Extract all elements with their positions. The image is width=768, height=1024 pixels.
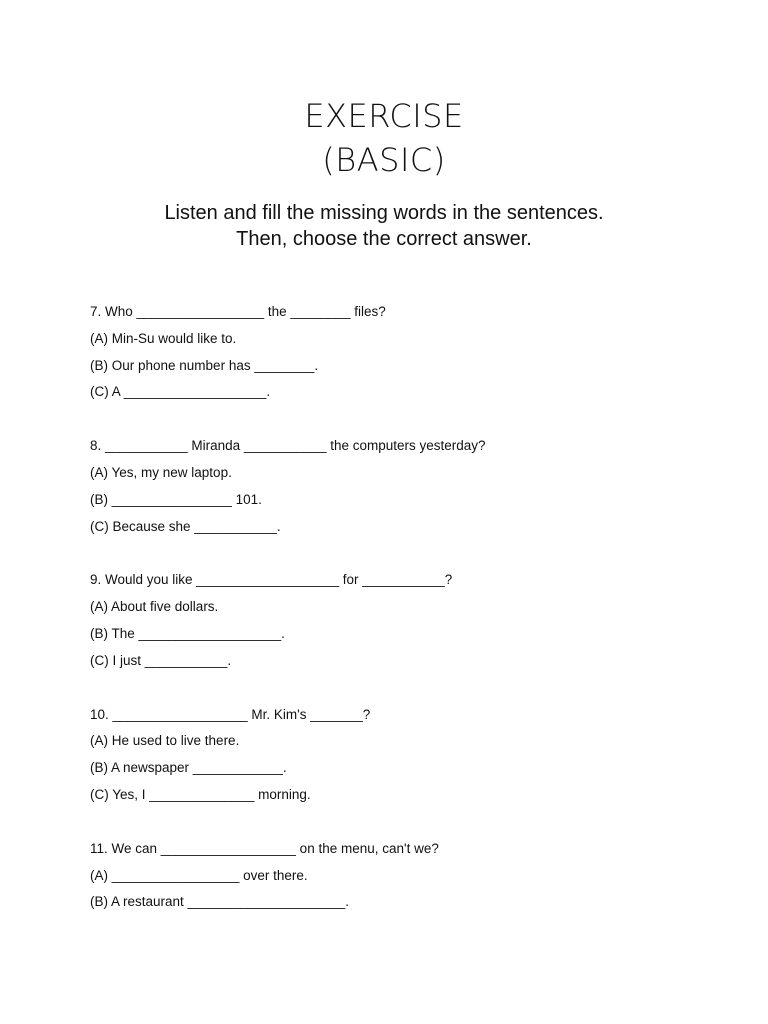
answer-option-c: (C) A ___________________. [90,384,271,400]
instructions-line-1: Listen and fill the missing words in the sentences. [164,202,604,224]
answer-option-b: (B) Our phone number has ________. [90,357,319,373]
title-line-1: EXERCISE [304,97,464,135]
question-9 [90,570,710,677]
instructions-line-2: Then, choose the correct answer. [236,228,532,250]
question-prompt: 10. __________________ Mr. Kim's _______? [90,706,371,722]
answer-option-b: (B) The ___________________. [90,625,285,641]
answer-option-a: (A) _________________ over there. [90,867,308,883]
question-10 [90,705,710,812]
answer-option-a: (A) He used to live there. [90,733,240,749]
answer-option-b: (B) A newspaper ____________. [90,760,287,776]
question-prompt: 7. Who _________________ the ________ files? [90,304,386,319]
answer-option-a: (A) Min-Su would like to. [90,330,237,346]
question-8 [90,436,710,543]
question-prompt: 9. Would you like ___________________ for ___________? [90,572,453,588]
instructions [0,200,768,252]
answer-option-c: (C) I just ___________. [90,652,232,668]
answer-option-b: (B) A restaurant _____________________. [90,894,349,910]
answer-option-c: (C) Yes, I ______________ morning. [90,786,311,802]
answer-option-a: (A) About five dollars. [90,599,219,615]
title-line-2: (BASIC) [322,141,446,179]
answer-option-b: (B) ________________ 101. [90,491,262,507]
answer-option-a: (A) Yes, my new laptop. [90,464,232,480]
question-list [90,302,710,946]
page-title [0,94,768,182]
question-prompt: 8. ___________ Miranda ___________ the computers yesterday? [90,438,486,454]
answer-option-c: (C) Because she ___________. [90,518,281,534]
question-7 [90,302,710,409]
question-prompt: 11. We can __________________ on the menu, can't we? [90,840,439,856]
question-11 [90,839,710,919]
